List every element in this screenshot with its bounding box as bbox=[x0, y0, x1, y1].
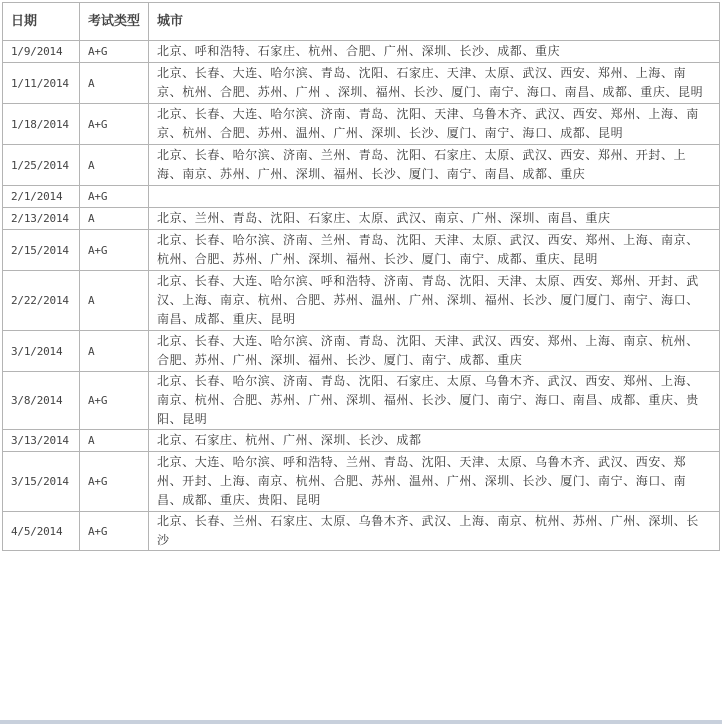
cities-cell: 北京、长春、哈尔滨、济南、兰州、青岛、沈阳、石家庄、太原、武汉、西安、郑州、开封、上海、南京、苏州、广州、深圳、福州、长沙、厦门、南宁、南昌、成都、重庆 bbox=[149, 145, 720, 186]
exam-type-cell: A bbox=[80, 271, 149, 331]
exam-type-cell: A bbox=[80, 331, 149, 372]
date-cell: 2/22/2014 bbox=[3, 271, 80, 331]
cities-cell: 北京、呼和浩特、石家庄、杭州、合肥、广州、深圳、长沙、成都、重庆 bbox=[149, 41, 720, 63]
table-row bbox=[3, 63, 720, 104]
cities-cell: 北京、长春、大连、哈尔滨、呼和浩特、济南、青岛、沈阳、天津、太原、西安、郑州、开封、武汉、上海、南京、杭州、合肥、苏州、温州、广州、深圳、福州、长沙、厦门厦门、南宁、海口、南昌、成都、重庆、昆明 bbox=[149, 271, 720, 331]
table-row bbox=[3, 145, 720, 186]
exam-type-cell: A+G bbox=[80, 186, 149, 208]
exam-type-cell: A+G bbox=[80, 452, 149, 512]
date-cell: 3/15/2014 bbox=[3, 452, 80, 512]
table-row bbox=[3, 430, 720, 452]
exam-type-cell: A+G bbox=[80, 41, 149, 63]
cities-cell: 北京、长春、大连、哈尔滨、济南、青岛、沈阳、天津、武汉、西安、郑州、上海、南京、杭州、合肥、苏州、广州、深圳、福州、长沙、厦门、南宁、成都、重庆 bbox=[149, 331, 720, 372]
cities-cell: 北京、大连、哈尔滨、呼和浩特、兰州、青岛、沈阳、天津、太原、乌鲁木齐、武汉、西安、郑州、开封、上海、南京、杭州、合肥、苏州、温州、广州、深圳、长沙、厦门、南宁、海口、南昌、成都、重庆、贵阳、昆明 bbox=[149, 452, 720, 512]
date-cell: 1/18/2014 bbox=[3, 104, 80, 145]
exam-type-cell: A+G bbox=[80, 230, 149, 271]
cities-cell: 北京、长春、哈尔滨、济南、青岛、沈阳、石家庄、太原、乌鲁木齐、武汉、西安、郑州、上海、南京、杭州、合肥、苏州、广州、深圳、福州、长沙、厦门、南宁、海口、南昌、成都、重庆、贵阳、昆明 bbox=[149, 372, 720, 430]
cities-cell: 北京、兰州、青岛、沈阳、石家庄、太原、武汉、南京、广州、深圳、南昌、重庆 bbox=[149, 208, 720, 230]
cities-cell: 北京、长春、兰州、石家庄、太原、乌鲁木齐、武汉、上海、南京、杭州、苏州、广州、深圳、长沙 bbox=[149, 512, 720, 551]
cities-cell: 北京、长春、大连、哈尔滨、青岛、沈阳、石家庄、天津、太原、武汉、西安、郑州、上海、南京、杭州、合肥、苏州、广州 、深圳、福州、长沙、厦门、南宁、海口、南昌、成都、重庆、昆明 bbox=[149, 63, 720, 104]
exam-type-cell: A bbox=[80, 430, 149, 452]
cities-cell bbox=[149, 186, 720, 208]
exam-type-cell: A bbox=[80, 63, 149, 104]
date-cell: 3/8/2014 bbox=[3, 372, 80, 430]
column-header-date: 日期 bbox=[3, 3, 80, 41]
table-row bbox=[3, 331, 720, 372]
date-cell: 1/9/2014 bbox=[3, 41, 80, 63]
table-row bbox=[3, 372, 720, 430]
table-row bbox=[3, 452, 720, 512]
table-row bbox=[3, 512, 720, 551]
table-row bbox=[3, 41, 720, 63]
table-row bbox=[3, 104, 720, 145]
date-cell: 3/13/2014 bbox=[3, 430, 80, 452]
column-header-city: 城市 bbox=[149, 3, 720, 41]
date-cell: 2/13/2014 bbox=[3, 208, 80, 230]
exam-type-cell: A+G bbox=[80, 512, 149, 551]
table-row bbox=[3, 230, 720, 271]
date-cell: 2/1/2014 bbox=[3, 186, 80, 208]
column-header-exam-type: 考试类型 bbox=[80, 3, 149, 41]
cities-cell: 北京、长春、大连、哈尔滨、济南、青岛、沈阳、天津、乌鲁木齐、武汉、西安、郑州、上海、南京、杭州、合肥、苏州、温州、广州、深圳、长沙、厦门、南宁、海口、成都、昆明 bbox=[149, 104, 720, 145]
exam-type-cell: A bbox=[80, 208, 149, 230]
exam-type-cell: A+G bbox=[80, 104, 149, 145]
date-cell: 1/11/2014 bbox=[3, 63, 80, 104]
exam-type-cell: A+G bbox=[80, 372, 149, 430]
bottom-edge-bar bbox=[0, 720, 722, 724]
table-row bbox=[3, 186, 720, 208]
cities-cell: 北京、长春、哈尔滨、济南、兰州、青岛、沈阳、天津、太原、武汉、西安、郑州、上海、南京、杭州、合肥、苏州、广州、深圳、福州、长沙、厦门、南宁、成都、重庆、昆明 bbox=[149, 230, 720, 271]
date-cell: 3/1/2014 bbox=[3, 331, 80, 372]
exam-type-cell: A bbox=[80, 145, 149, 186]
table-header-row bbox=[3, 3, 720, 41]
table-row bbox=[3, 208, 720, 230]
date-cell: 2/15/2014 bbox=[3, 230, 80, 271]
cities-cell: 北京、石家庄、杭州、广州、深圳、长沙、成都 bbox=[149, 430, 720, 452]
exam-schedule-table bbox=[2, 2, 720, 551]
date-cell: 1/25/2014 bbox=[3, 145, 80, 186]
table-row bbox=[3, 271, 720, 331]
date-cell: 4/5/2014 bbox=[3, 512, 80, 551]
